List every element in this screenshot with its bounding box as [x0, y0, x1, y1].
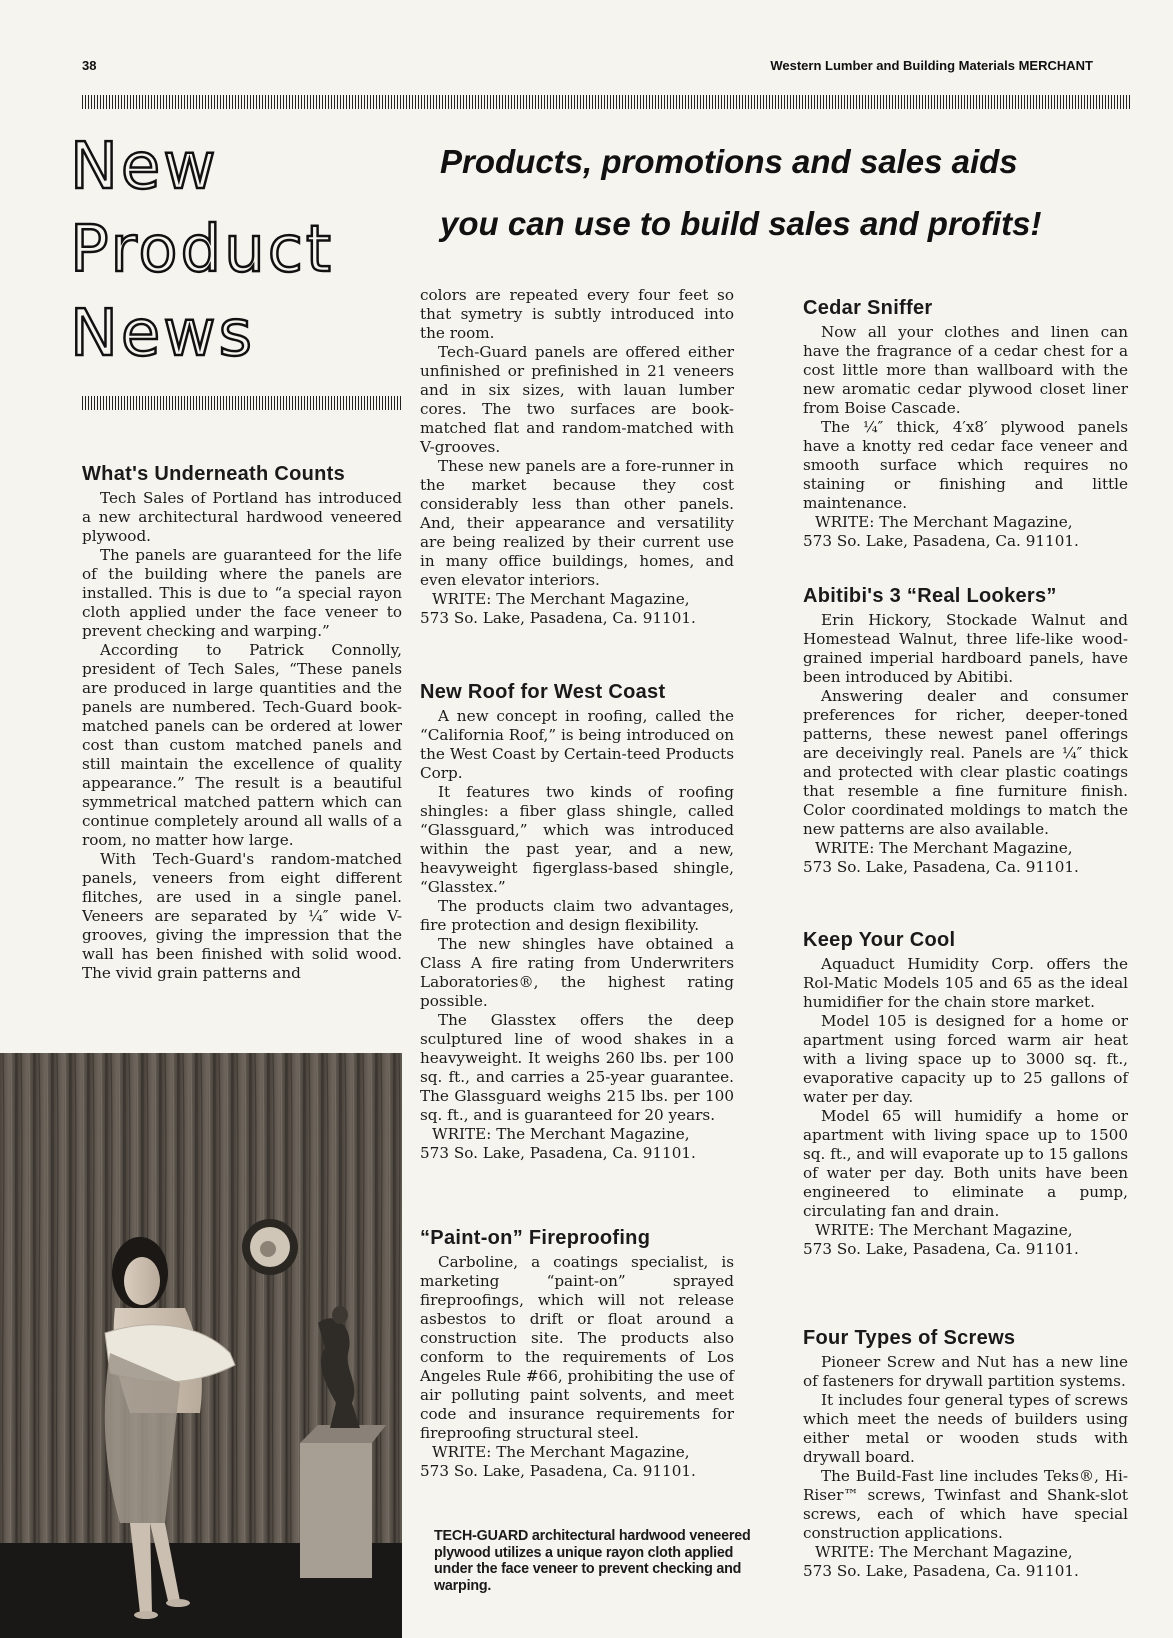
paragraph: Model 65 will humidify a home or apartment with living space up to 1500 sq. ft., and will evaporate up to 15 gallons of water per day. Both units have been engineered to eliminate a pump, circulating fan and drain. — [803, 1107, 1128, 1220]
paragraph: It features two kinds of roofing shingles: a fiber glass shingle, called “Glassguard,” which was introduced within the past year, and a new, heavyweight figerglass-based shingle, “Glasstex.” — [420, 783, 734, 896]
article-title: What's Underneath Counts — [82, 463, 346, 485]
article-title: Cedar Sniffer — [803, 297, 933, 319]
paragraph: Answering dealer and consumer preferences for richer, deeper-toned patterns, these newest panel offerings are deceivingly real. Panels are ¼″ thick and protected with clear plastic coatings that resemble a fine furniture finish. Color coordinated moldings to match the new patterns are also available. — [803, 687, 1128, 838]
paragraph: Erin Hickory, Stockade Walnut and Homestead Walnut, three life-like wood-grained imperial hardboard panels, have been introduced by Abitibi. — [803, 611, 1128, 686]
article-continued — [420, 286, 734, 628]
article-abitibi — [803, 584, 1128, 877]
article-title: New Roof for West Coast — [420, 681, 666, 703]
article-keep-your-cool — [803, 928, 1128, 1259]
article-title: Four Types of Screws — [803, 1327, 1016, 1349]
write-line: WRITE: The Merchant Magazine, — [432, 590, 690, 608]
address-line: 573 So. Lake, Pasadena, Ca. 91101. — [803, 532, 1079, 550]
paragraph: These new panels are a fore-runner in the market because they cost considerably less than other panels. And, their appearance and versatility are being realized by their current use in many office buildings, homes, and even elevator interiors. — [420, 457, 734, 589]
write-line: WRITE: The Merchant Magazine, — [815, 1543, 1073, 1561]
article-cedar-sniffer — [803, 296, 1128, 551]
paragraph: The products claim two advantages, fire protection and design flexibility. — [420, 897, 734, 934]
article-new-roof — [420, 680, 734, 1163]
paragraph: It includes four general types of screws which meet the needs of builders using either metal or wooden studs with drywall board. — [803, 1391, 1128, 1466]
publication-title: Western Lumber and Building Materials MERCHANT — [770, 58, 1093, 73]
write-line: WRITE: The Merchant Magazine, — [432, 1443, 690, 1461]
section-title-rule — [82, 396, 402, 410]
article-title: Keep Your Cool — [803, 929, 956, 951]
photo-illustration — [0, 1053, 402, 1638]
paragraph: Tech-Guard panels are offered either unfinished or prefinished in 21 veneers and in six sizes, with lauan lumber cores. The two surfaces are book-matched flat and random-matched with V-grooves. — [420, 343, 734, 456]
section-title-news: News — [70, 297, 255, 371]
caption-lead: TECH-GUARD — [434, 1528, 529, 1544]
address-line: 573 So. Lake, Pasadena, Ca. 91101. — [803, 858, 1079, 876]
article-title: “Paint-on” Fireproofing — [420, 1227, 651, 1249]
article-paint-on — [420, 1226, 734, 1481]
write-line: WRITE: The Merchant Magazine, — [815, 839, 1073, 857]
address-line: 573 So. Lake, Pasadena, Ca. 91101. — [420, 1144, 696, 1162]
paragraph: Tech Sales of Portland has introduced a new architectural hardwood veneered plywood. — [82, 489, 402, 545]
paragraph: Carboline, a coatings specialist, is marketing “paint-on” sprayed fireproofings, which will not release asbestos to drift or float around a construction site. The products also conform to the requirements of Los Angeles Rule #66, prohibiting the use of air polluting paint solvents, and meet code and insurance requirements for fireproofing structural steel. — [420, 1253, 735, 1442]
write-line: WRITE: The Merchant Magazine, — [432, 1125, 690, 1143]
write-line: WRITE: The Merchant Magazine, — [815, 1221, 1073, 1239]
paragraph: Aquaduct Humidity Corp. offers the Rol-Matic Models 105 and 65 as the ideal humidifier for the chain store market. — [803, 955, 1128, 1011]
section-title-product: Product — [70, 213, 334, 287]
photo-caption — [434, 1528, 764, 1594]
address-line: 573 So. Lake, Pasadena, Ca. 91101. — [420, 1462, 696, 1480]
address-line: 573 So. Lake, Pasadena, Ca. 91101. — [803, 1562, 1079, 1580]
paragraph: The new shingles have obtained a Class A fire rating from Underwriters Laboratories®, the highest rating possible. — [420, 935, 734, 1010]
article-whats-underneath — [82, 462, 402, 983]
headline-line-1: Products, promotions and sales aids — [440, 143, 1018, 180]
paragraph: The ¼″ thick, 4′x8′ plywood panels have a knotty red cedar face veneer and smooth surface which requires no staining or finishing and little maintenance. — [803, 418, 1128, 512]
section-title-new: New — [70, 130, 219, 204]
article-four-types-screws — [803, 1326, 1128, 1581]
caption-text: architectural hardwood veneered plywood utilizes a unique rayon cloth applied under the face veneer to prevent checking and warping. — [434, 1528, 751, 1594]
address-line: 573 So. Lake, Pasadena, Ca. 91101. — [803, 1240, 1079, 1258]
paragraph: The Build-Fast line includes Teks®, Hi-Riser™ screws, Twinfast and Shank-slot screws, each of which have special construction applications. — [803, 1467, 1128, 1542]
paragraph: According to Patrick Connolly, president of Tech Sales, “These panels are produced in large quantities and the panels are numbered. Tech-Guard book-matched panels can be ordered at lower cost than custom matched panels and still maintain the excellence of quality appearance.” The result is a beautiful symmetrical matched pattern which can continue completely around all walls of a room, no matter how large. — [82, 641, 402, 849]
write-line: WRITE: The Merchant Magazine, — [815, 513, 1073, 531]
top-rule — [82, 95, 1130, 109]
paragraph: The panels are guaranteed for the life of the building where the panels are installed. This is due to “a special rayon cloth applied under the face veneer to prevent checking and warping.” — [82, 546, 402, 640]
paragraph: The Glasstex offers the deep sculptured line of wood shakes in a heavyweight. It weighs 260 lbs. per 100 sq. ft., and carries a 25-year guarantee. The Glassguard weighs 215 lbs. per 100 sq. ft., and is guaranteed for 20 years. — [420, 1011, 734, 1124]
page-number: 38 — [82, 58, 97, 73]
paragraph: Pioneer Screw and Nut has a new line of fasteners for drywall partition systems. — [803, 1353, 1128, 1390]
paragraph: With Tech-Guard's random-matched panels, veneers from eight different flitches, are used in a single panel. Veneers are separated by ¼″ wide V-grooves, giving the impression that the wall has been finished with solid wood. The vivid grain patterns and — [82, 850, 402, 982]
paragraph: Model 105 is designed for a home or apartment using forced warm air heat with a living space up to 3000 sq. ft., evaporative capacity up to 25 gallons of water per day. — [803, 1012, 1128, 1106]
paragraph: colors are repeated every four feet so that symetry is subtly introduced into the room. — [420, 286, 734, 342]
paragraph: A new concept in roofing, called the “California Roof,” is being introduced on the West Coast by Certain-teed Products Corp. — [420, 707, 734, 782]
address-line: 573 So. Lake, Pasadena, Ca. 91101. — [420, 609, 696, 627]
paragraph: Now all your clothes and linen can have the fragrance of a cedar chest for a cost little more than wallboard with the new aromatic cedar plywood closet liner from Boise Cascade. — [803, 323, 1128, 417]
product-photo — [0, 1053, 402, 1638]
article-title: Abitibi's 3 “Real Lookers” — [803, 585, 1057, 607]
headline-line-2: you can use to build sales and profits! — [440, 205, 1042, 242]
